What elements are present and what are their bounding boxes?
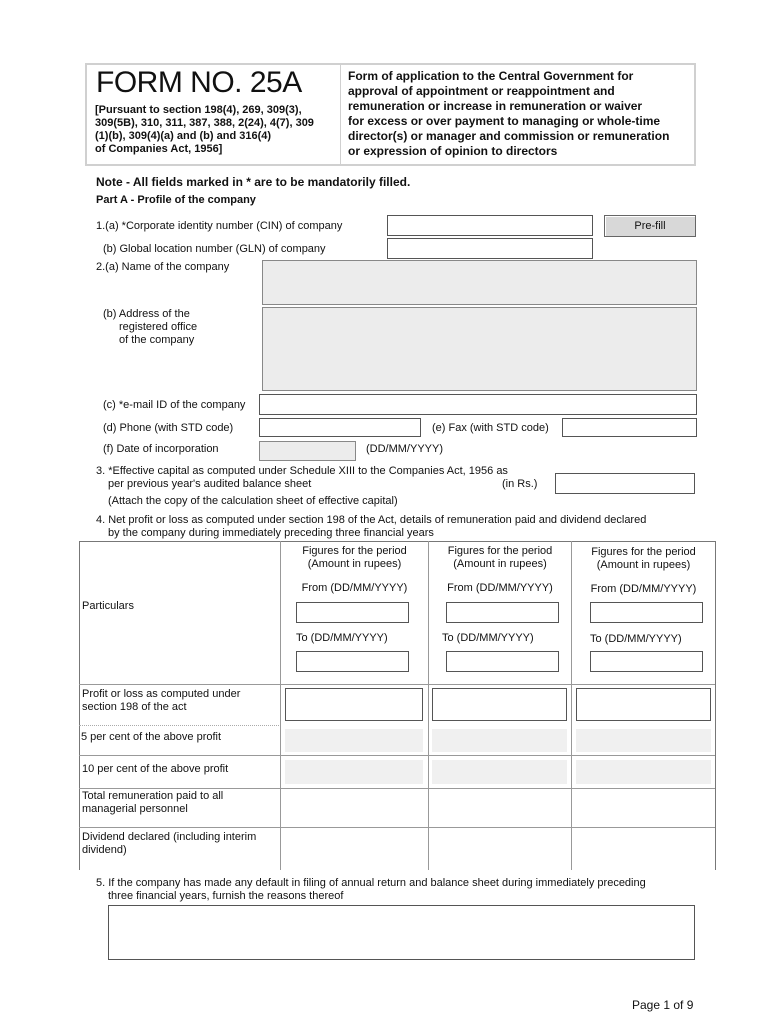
table-col-divider	[428, 541, 429, 870]
to-label: To (DD/MM/YYYY)	[296, 632, 388, 644]
form-description	[348, 69, 669, 159]
period-header-line: (Amount in rupees)	[307, 558, 402, 570]
period-1-to-input[interactable]	[296, 651, 409, 672]
page-number: Page 1 of 9	[632, 998, 694, 1012]
period-3-to-input[interactable]	[590, 651, 703, 672]
fax-label: (e) Fax (with STD code)	[432, 422, 549, 434]
period-header-line: Figures for the period	[591, 546, 696, 558]
address-label-line: of the company	[119, 334, 195, 346]
email-label: (c) *e-mail ID of the company	[103, 399, 246, 411]
description-line: for excess or over payment to managing or whole-time	[348, 114, 661, 128]
profit-period-3-input[interactable]	[576, 688, 711, 721]
table-row-divider	[79, 755, 715, 756]
ten-percent-period-1	[285, 760, 423, 784]
table-row-divider	[79, 788, 715, 789]
effective-capital-attach-note: (Attach the copy of the calculation sheet of effective capital)	[108, 495, 398, 507]
address-label-line: registered office	[119, 321, 198, 333]
period-header	[430, 545, 570, 571]
pursuant-text	[95, 104, 314, 156]
mandatory-note: Note - All fields marked in * are to be mandatorily filled.	[96, 175, 411, 189]
table-top-border	[79, 541, 715, 542]
table-row-label	[81, 731, 221, 744]
description-line: approval of appointment or reappointment and	[348, 84, 615, 98]
profit-period-1-input[interactable]	[285, 688, 423, 721]
company-name-label: 2.(a) Name of the company	[96, 261, 230, 273]
row-label-line: dividend)	[82, 844, 127, 856]
table-border-right	[715, 541, 716, 870]
period-3-from-input[interactable]	[590, 602, 703, 623]
table-col-divider	[571, 541, 572, 870]
gln-input[interactable]	[387, 238, 593, 259]
period-1-from-input[interactable]	[296, 602, 409, 623]
table-row-divider	[79, 725, 279, 726]
period-header-line: (Amount in rupees)	[596, 559, 691, 571]
gln-label: (b) Global location number (GLN) of company	[103, 243, 326, 255]
form-title: FORM NO. 25A	[96, 66, 302, 99]
row-label-line: Profit or loss as computed under	[82, 688, 241, 700]
cin-label: 1.(a) *Corporate identity number (CIN) of company	[96, 220, 343, 232]
period-2-from-input[interactable]	[446, 602, 559, 623]
table-col-divider	[280, 541, 281, 870]
effective-capital-input[interactable]	[555, 473, 695, 494]
pursuant-line: of Companies Act, 1956]	[95, 143, 223, 155]
row-label-line: managerial personnel	[82, 803, 188, 815]
date-format-hint: (DD/MM/YYYY)	[366, 443, 443, 455]
net-profit-line: 4. Net profit or loss as computed under section 198 of the Act, details of remuneration paid and dividend declared	[96, 514, 647, 526]
net-profit-heading	[96, 514, 646, 540]
effective-capital-label	[96, 465, 508, 491]
email-input[interactable]	[259, 394, 697, 415]
row-label-line: Dividend declared (including interim	[82, 831, 257, 843]
fax-input[interactable]	[562, 418, 697, 437]
period-2-to-input[interactable]	[446, 651, 559, 672]
five-percent-period-3	[576, 729, 711, 752]
prefill-button[interactable]	[604, 215, 696, 237]
incorporation-label: (f) Date of incorporation	[103, 443, 219, 455]
to-label: To (DD/MM/YYYY)	[590, 633, 682, 645]
table-row-label	[82, 763, 228, 776]
default-filing-line: three financial years, furnish the reasons thereof	[108, 890, 344, 902]
from-label: From (DD/MM/YYYY)	[447, 582, 553, 594]
table-row-divider	[79, 827, 715, 828]
table-row-label	[82, 831, 256, 857]
header-divider	[340, 65, 341, 164]
address-label	[103, 308, 197, 347]
period-header-line: Figures for the period	[447, 545, 553, 557]
row-label-line: section 198 of the act	[82, 701, 187, 713]
prefill-button-label: Pre-fill	[634, 220, 666, 232]
cin-input[interactable]	[387, 215, 593, 236]
incorporation-input[interactable]	[259, 441, 356, 461]
description-line: or expression of opinion to directors	[348, 144, 558, 158]
table-border-left	[79, 541, 80, 870]
to-label: To (DD/MM/YYYY)	[442, 632, 534, 644]
description-line: remuneration or increase in remuneration or waiver	[348, 99, 643, 113]
description-line: Form of application to the Central Government for	[348, 69, 634, 83]
period-header	[573, 546, 714, 572]
five-percent-period-2	[432, 729, 567, 752]
row-label-line: Total remuneration paid to all	[82, 790, 224, 802]
row-label-line: 10 per cent of the above profit	[82, 763, 229, 775]
period-header-line: (Amount in rupees)	[453, 558, 547, 570]
from-label: From (DD/MM/YYYY)	[301, 582, 408, 594]
phone-input[interactable]	[259, 418, 421, 437]
default-filing-heading	[96, 877, 646, 903]
ten-percent-period-2	[432, 760, 567, 784]
address-label-line: (b) Address of the	[103, 308, 190, 320]
net-profit-line: by the company during immediately preceding three financial years	[108, 527, 434, 539]
effective-capital-line: 3. *Effective capital as computed under Schedule XIII to the Companies Act, 1956 as	[96, 465, 508, 477]
pursuant-line: 309(5B), 310, 311, 387, 388, 2(24), 4(7), 309	[95, 117, 314, 129]
ten-percent-period-3	[576, 760, 711, 784]
pursuant-line: (1)(b), 309(4)(a) and (b) and 316(4)	[95, 130, 272, 142]
period-header-line: Figures for the period	[302, 545, 407, 557]
from-label: From (DD/MM/YYYY)	[590, 583, 697, 595]
effective-capital-line: per previous year's audited balance sheet	[108, 478, 312, 490]
effective-capital-unit: (in Rs.)	[502, 478, 538, 490]
pursuant-line: [Pursuant to section 198(4), 269, 309(3),	[95, 104, 302, 116]
five-percent-period-1	[285, 729, 423, 752]
default-reasons-textarea[interactable]	[108, 905, 695, 960]
table-row-label	[82, 790, 223, 816]
address-input[interactable]	[262, 307, 697, 391]
table-row-label	[82, 688, 240, 714]
period-header	[282, 545, 427, 571]
phone-label: (d) Phone (with STD code)	[103, 422, 234, 434]
row-label-line: 5 per cent of the above profit	[81, 731, 222, 743]
company-name-input[interactable]	[262, 260, 697, 305]
table-row-divider	[79, 684, 715, 685]
default-filing-line: 5. If the company has made any default in filing of annual return and balance sheet during immediately preceding	[96, 877, 646, 889]
description-line: director(s) or manager and commission or remuneration	[348, 129, 670, 143]
particulars-label: Particulars	[82, 600, 134, 612]
profit-period-2-input[interactable]	[432, 688, 567, 721]
part-a-heading: Part A - Profile of the company	[96, 194, 256, 206]
